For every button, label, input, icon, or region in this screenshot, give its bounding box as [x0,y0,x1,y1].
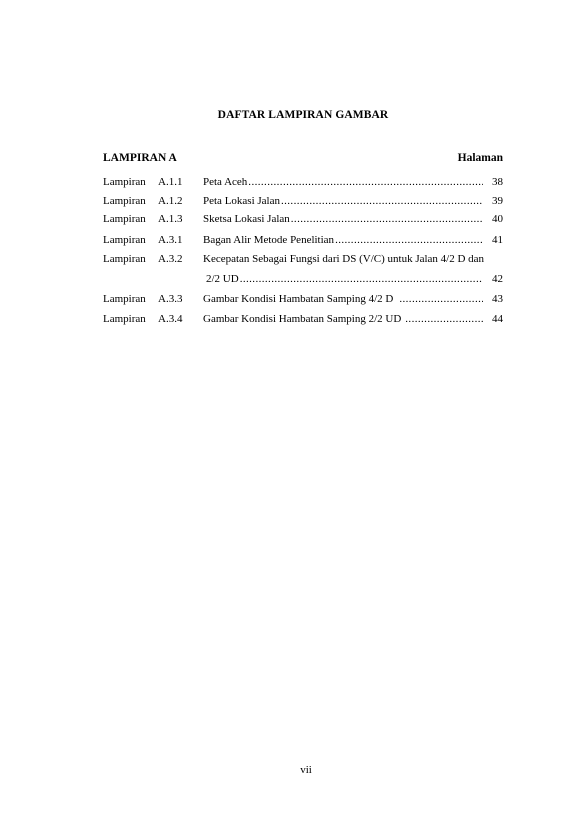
entry-page: 42 [492,273,503,285]
toc-entry[interactable] [103,291,503,307]
toc-entry[interactable] [103,211,503,227]
entry-code: A.3.2 [158,253,183,265]
entry-title-line [203,311,503,327]
dot-leader [291,211,483,227]
entry-label: Lampiran [103,253,146,265]
dot-leader [399,291,483,307]
toc-entry[interactable] [103,174,503,190]
entry-title: Bagan Alir Metode Penelitian [203,234,335,246]
entry-label: Lampiran [103,195,146,207]
dot-leader [240,271,483,287]
dot-leader [248,174,483,190]
entry-title-line [203,174,503,190]
entry-label: Lampiran [103,293,146,305]
entry-label: Lampiran [103,176,146,188]
entry-page: 39 [492,195,503,207]
entry-title: Gambar Kondisi Hambatan Samping 4/2 D [203,293,394,305]
entry-title-line [206,271,503,287]
entry-page: 38 [492,176,503,188]
entry-title-continuation: 2/2 UD [206,273,239,285]
entry-code: A.3.1 [158,234,183,246]
entry-title-line [203,211,503,227]
entry-code: A.1.2 [158,195,183,207]
entry-title: Peta Aceh [203,176,248,188]
toc-entry-continuation[interactable] [103,271,503,287]
entry-page: 40 [492,213,503,225]
entry-label: Lampiran [103,313,146,325]
entry-page: 41 [492,234,503,246]
page-title: DAFTAR LAMPIRAN GAMBAR [217,109,389,121]
entry-code: A.1.1 [158,176,183,188]
entry-page: 43 [492,293,503,305]
toc-entry[interactable] [103,311,503,327]
entry-title-line [203,232,503,248]
entry-code: A.3.3 [158,293,183,305]
page-column-header: Halaman [457,152,503,164]
entry-page: 44 [492,313,503,325]
dot-leader [405,311,483,327]
entry-title: Sketsa Lokasi Jalan [203,213,290,225]
entry-title-line [203,291,503,307]
entry-title: Peta Lokasi Jalan [203,195,280,207]
entry-title: Gambar Kondisi Hambatan Samping 2/2 UD [203,313,402,325]
toc-entry[interactable] [103,232,503,248]
toc-entry[interactable] [103,193,503,209]
dot-leader [335,232,483,248]
entry-title-line [203,193,503,209]
section-label: LAMPIRAN A [103,152,177,164]
page-number: vii [300,764,312,776]
entry-label: Lampiran [103,234,146,246]
entry-label: Lampiran [103,213,146,225]
dot-leader [281,193,483,209]
entry-code: A.1.3 [158,213,183,225]
entry-code: A.3.4 [158,313,183,325]
entry-title: Kecepatan Sebagai Fungsi dari DS (V/C) untuk Jalan 4/2 D dan [203,253,485,265]
toc-entry[interactable] [103,251,503,267]
